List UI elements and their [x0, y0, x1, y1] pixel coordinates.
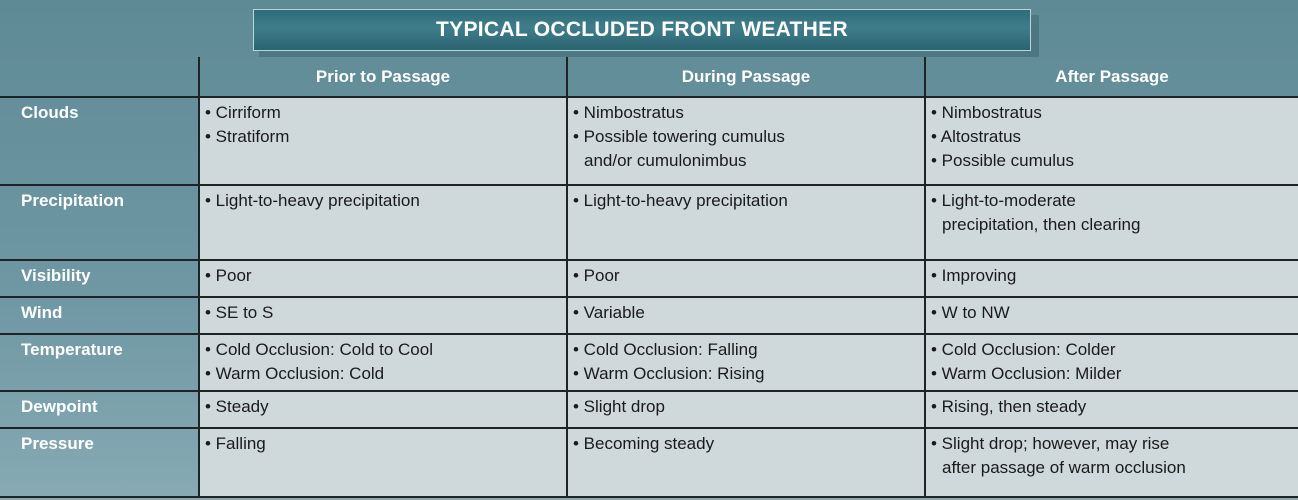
column-divider — [566, 57, 568, 498]
cell-text: • Light-to-heavy precipitation — [205, 191, 420, 210]
table-cell — [926, 98, 1298, 184]
row-label-clouds: Clouds — [21, 103, 79, 122]
table-title: TYPICAL OCCLUDED FRONT WEATHER — [253, 9, 1031, 51]
table-cell — [926, 429, 1298, 496]
row-label-precipitation: Precipitation — [21, 191, 124, 210]
cell-text: • SE to S — [205, 303, 274, 322]
table-cell — [926, 392, 1298, 427]
table-cell — [568, 335, 924, 390]
cell-text: • Possible towering cumulus — [573, 127, 785, 146]
cell-text: • Warm Occlusion: Milder — [931, 364, 1122, 383]
cell-text: • Improving — [931, 266, 1017, 285]
column-header-during: During Passage — [681, 67, 811, 86]
cell-text: • Cold Occlusion: Falling — [573, 340, 758, 359]
table-cell — [568, 298, 924, 333]
cell-text: • Cirriform — [205, 103, 281, 122]
row-label-wind: Wind — [21, 303, 63, 322]
table-cell — [200, 98, 566, 184]
cell-text: and/or cumulonimbus — [584, 151, 747, 170]
row-divider — [0, 296, 1298, 298]
table-cell — [568, 429, 924, 496]
row-label-dewpoint: Dewpoint — [21, 397, 98, 416]
cell-text: • Slight drop — [573, 397, 665, 416]
cell-text: • Light-to-moderate — [931, 191, 1076, 210]
cell-text: • Falling — [205, 434, 266, 453]
table-cell — [926, 298, 1298, 333]
table-cell — [200, 298, 566, 333]
row-label-temperature: Temperature — [21, 340, 123, 359]
column-divider — [198, 57, 200, 498]
row-divider — [0, 259, 1298, 261]
cell-text: • Cold Occlusion: Cold to Cool — [205, 340, 433, 359]
row-divider — [0, 184, 1298, 186]
cell-text: • Nimbostratus — [931, 103, 1042, 122]
cell-text: • W to NW — [931, 303, 1010, 322]
column-header-after: After Passage — [1055, 67, 1169, 86]
table-cell — [200, 186, 566, 259]
cell-text: • Stratiform — [205, 127, 290, 146]
title-banner-wrap — [253, 9, 1037, 53]
table-cell — [926, 186, 1298, 259]
cell-text: • Steady — [205, 397, 269, 416]
row-divider — [0, 333, 1298, 335]
table-cell — [200, 429, 566, 496]
row-label-pressure: Pressure — [21, 434, 94, 453]
cell-text: • Becoming steady — [573, 434, 715, 453]
table-cell — [926, 261, 1298, 296]
cell-text: • Cold Occlusion: Colder — [931, 340, 1116, 359]
cell-text: • Poor — [573, 266, 620, 285]
column-header-prior: Prior to Passage — [315, 67, 451, 86]
row-divider — [0, 390, 1298, 392]
cell-text: • Warm Occlusion: Cold — [205, 364, 385, 383]
table-cell — [568, 261, 924, 296]
cell-text: • Slight drop; however, may rise — [931, 434, 1170, 453]
cell-text: • Altostratus — [931, 127, 1022, 146]
table-cell — [568, 392, 924, 427]
table-cell — [200, 335, 566, 390]
cell-text: • Variable — [573, 303, 645, 322]
cell-text: • Warm Occlusion: Rising — [573, 364, 765, 383]
table-cell — [200, 392, 566, 427]
table-cell — [568, 186, 924, 259]
row-divider — [0, 96, 1298, 98]
cell-text: • Light-to-heavy precipitation — [573, 191, 788, 210]
table-bottom-border — [0, 496, 1298, 498]
cell-text: after passage of warm occlusion — [942, 458, 1186, 477]
table-cell — [926, 335, 1298, 390]
cell-text: precipitation, then clearing — [942, 215, 1141, 234]
column-divider — [924, 57, 926, 498]
row-label-visibility: Visibility — [21, 266, 91, 285]
cell-text: • Nimbostratus — [573, 103, 684, 122]
row-divider — [0, 427, 1298, 429]
cell-text: • Poor — [205, 266, 252, 285]
table-cell — [568, 98, 924, 184]
table-cell — [200, 261, 566, 296]
cell-text: • Rising, then steady — [931, 397, 1087, 416]
cell-text: • Possible cumulus — [931, 151, 1074, 170]
